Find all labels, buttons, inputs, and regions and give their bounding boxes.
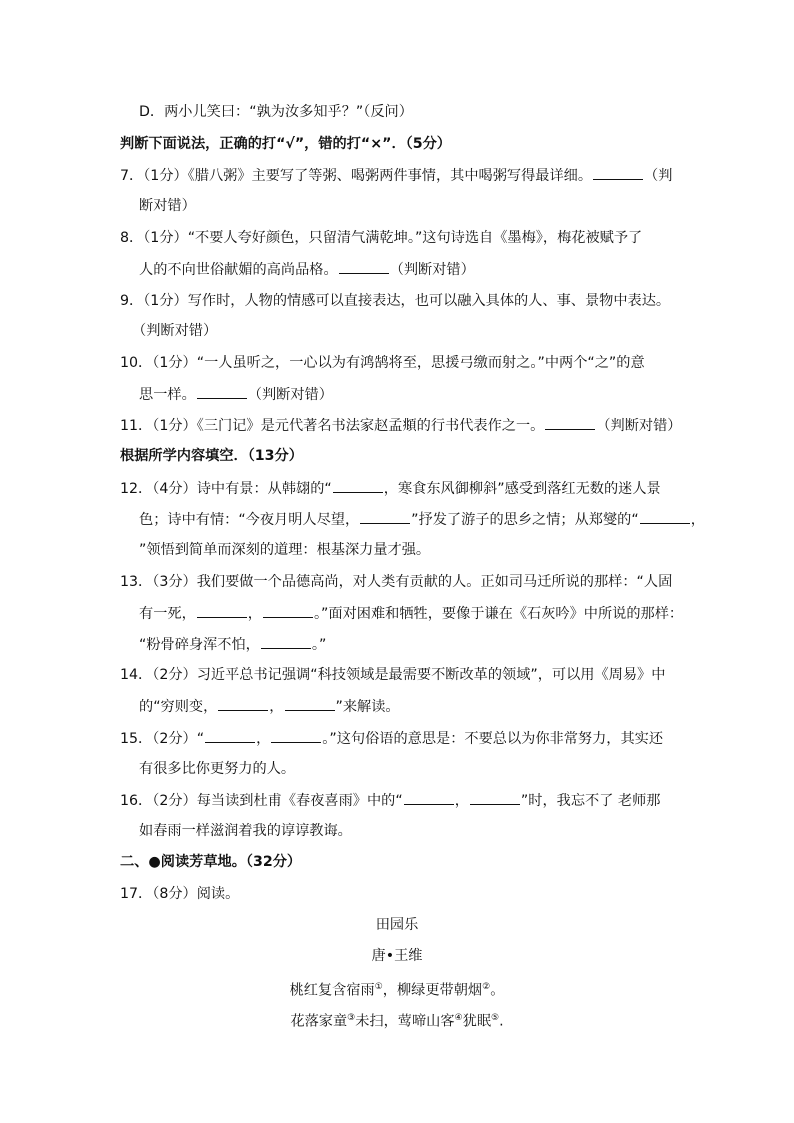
question-15-sep: ，	[256, 731, 271, 747]
question-13-line2-tail: 。”面对困难和牺牲，要像于谦在《石灰吟》中所说的那样：	[313, 606, 684, 622]
question-12-line2-mid: ”抒发了游子的思乡之情；从郑燮的“	[411, 512, 639, 528]
answer-blank-11[interactable]	[545, 415, 595, 430]
question-13-line2-sep: ，	[247, 606, 262, 622]
question-15-tail: 。”这句俗语的意思是：不要总以为你非常努力，其实还	[322, 731, 664, 747]
footnote-marker-2: ②	[482, 982, 491, 992]
question-16-line2	[139, 821, 699, 841]
footnote-marker-1: ①	[374, 982, 383, 992]
question-13-line2-text: 有一死，	[139, 606, 196, 622]
answer-blank-12a[interactable]	[333, 478, 383, 493]
question-11-text: 11．（1分）《三门记》是元代著名书法家赵孟頫的行书代表作之一。	[120, 418, 545, 434]
question-8	[120, 228, 680, 248]
section-fill-heading-text: 根据所学内容填空．（13分）	[120, 448, 303, 464]
question-14-line2	[139, 696, 699, 717]
question-11	[120, 415, 680, 436]
question-15-line2	[139, 759, 699, 779]
answer-blank-7[interactable]	[593, 165, 643, 180]
question-14-line2-sep: ，	[269, 699, 284, 715]
answer-blank-15a[interactable]	[205, 728, 255, 743]
question-7-text: 7．（1分）《腊八粥》主要写了等粥、喝粥两件事情，其中喝粥写得最详细。	[120, 168, 593, 184]
question-15-text: 15．（2分）“	[120, 731, 205, 747]
question-13-line3-text: “粉骨碎身浑不怕，	[139, 637, 260, 653]
poem-title-text: 田园乐	[375, 917, 419, 933]
answer-blank-13c[interactable]	[261, 634, 311, 649]
option-d-text: D．两小儿笑曰：“孰为汝多知乎？”（反问）	[139, 104, 413, 120]
question-16-line2-text: 如春雨一样滋润着我的谆谆教诲。	[139, 823, 352, 839]
answer-blank-13a[interactable]	[197, 603, 247, 618]
question-10-line2	[139, 384, 699, 405]
question-7-line2	[139, 196, 699, 216]
question-8-tail: （判断对错）	[389, 262, 475, 278]
answer-blank-14b[interactable]	[285, 696, 335, 711]
answer-blank-13b[interactable]	[263, 603, 313, 618]
question-12	[120, 478, 680, 499]
question-13-line3-tail: 。”	[311, 637, 327, 653]
question-14-line2-text: 的“穷则变，	[139, 699, 218, 715]
question-16-text: 16．（2分）每当读到杜甫《春夜喜雨》中的“	[120, 793, 403, 809]
poem-line-2-a: 花落家童	[290, 1013, 348, 1030]
question-10-text: 10．（1分）“一人虽听之，一心以为有鸿鹄将至，思援弓缴而射之。”中两个“之”的意	[120, 355, 645, 371]
section-reading-heading	[120, 852, 680, 872]
answer-blank-12b[interactable]	[360, 509, 410, 524]
section-fill-heading	[120, 446, 680, 466]
question-15-line2-text: 有很多比你更努力的人。	[139, 761, 296, 777]
question-12-line2	[139, 509, 705, 530]
answer-blank-14a[interactable]	[218, 696, 268, 711]
question-7	[120, 165, 680, 186]
answer-blank-16b[interactable]	[470, 790, 520, 805]
question-8-line2	[139, 259, 699, 280]
question-8-text: 8．（1分）“不要人夸好颜色，只留清气满乾坤。”这句诗选自《墨梅》，梅花被赋予了	[120, 230, 643, 246]
footnote-marker-3: ③	[347, 1013, 356, 1023]
poem-line-1-b: ，柳绿更带朝烟	[382, 982, 483, 999]
question-8-line2-text: 人的不向世俗献媚的高尚品格。	[139, 262, 338, 278]
poem-line-2-d: .	[499, 1013, 504, 1030]
question-12-line2-tail: ，	[690, 512, 705, 528]
question-9-text: 9．（1分）写作时，人物的情感可以直接表达，也可以融入具体的人、事、景物中表达。	[120, 293, 671, 309]
section-judge-heading-text: 判断下面说法，正确的打“√”，错的打“×”．（5分）	[120, 136, 451, 152]
poem-line-1-a: 桃红复含宿雨	[289, 982, 375, 999]
answer-blank-8[interactable]	[339, 259, 389, 274]
question-7-line2-text: 断对错）	[139, 198, 196, 214]
question-13-line3	[139, 634, 699, 655]
footnote-marker-4: ④	[454, 1013, 463, 1023]
question-7-tail: （判	[644, 168, 673, 184]
question-10-tail: （判断对错）	[247, 387, 333, 403]
question-16-sep: ，	[454, 793, 469, 809]
answer-blank-15b[interactable]	[271, 728, 321, 743]
poem-title	[0, 915, 794, 935]
poem-line-2-b: 未扫，莺啼山客	[355, 1013, 455, 1030]
question-9	[120, 291, 680, 311]
question-16	[120, 790, 680, 811]
option-d	[139, 102, 699, 122]
poem-line-2	[0, 1008, 794, 1032]
answer-blank-16a[interactable]	[404, 790, 454, 805]
question-13-text: 13．（3分）我们要做一个品德高尚，对人类有贡献的人。正如司马迁所说的那样：“人固	[120, 574, 673, 590]
poem-line-1	[0, 977, 794, 1001]
question-17	[120, 884, 680, 904]
question-10	[120, 353, 680, 373]
footnote-marker-5: ⑤	[491, 1013, 500, 1023]
poem-line-1-c: 。	[490, 982, 505, 999]
question-12-text: 12．（4分）诗中有景：从韩翃的“	[120, 481, 332, 497]
poem-author	[0, 946, 794, 966]
question-13	[120, 572, 680, 592]
question-17-text: 17．（8分）阅读。	[120, 886, 240, 902]
section-reading-heading-text: 二、●阅读芳草地。（32分）	[120, 854, 302, 870]
question-12-text-b: ，寒食东风御柳斜”感受到落红无数的迷人景	[383, 481, 661, 497]
question-12-line3	[139, 540, 699, 560]
question-13-line2	[139, 603, 699, 624]
question-12-line3-text: ”领悟到简单而深刻的道理：根基深力量才强。	[139, 542, 431, 558]
question-11-tail: （判断对错）	[596, 418, 682, 434]
question-10-line2-text: 思一样。	[139, 387, 196, 403]
question-14-text: 14．（2分）习近平总书记强调“科技领域是最需要不断改革的领域”，可以用《周易》中	[120, 667, 666, 683]
section-judge-heading	[120, 134, 680, 154]
poem-line-2-c: 犹眠	[462, 1013, 492, 1030]
question-16-tail: ”时，我忘不了 老师那	[520, 793, 661, 809]
poem-author-text: 唐•王维	[371, 948, 423, 964]
question-9-line2	[130, 321, 690, 341]
answer-blank-12c[interactable]	[640, 509, 690, 524]
question-12-line2-text: 色；诗中有情：“今夜月明人尽望，	[139, 512, 360, 528]
question-14	[120, 665, 680, 685]
answer-blank-10[interactable]	[197, 384, 247, 399]
question-15	[120, 728, 680, 749]
question-14-line2-tail: ”来解读。	[335, 699, 400, 715]
question-9-line2-text: （判断对错）	[132, 323, 218, 339]
